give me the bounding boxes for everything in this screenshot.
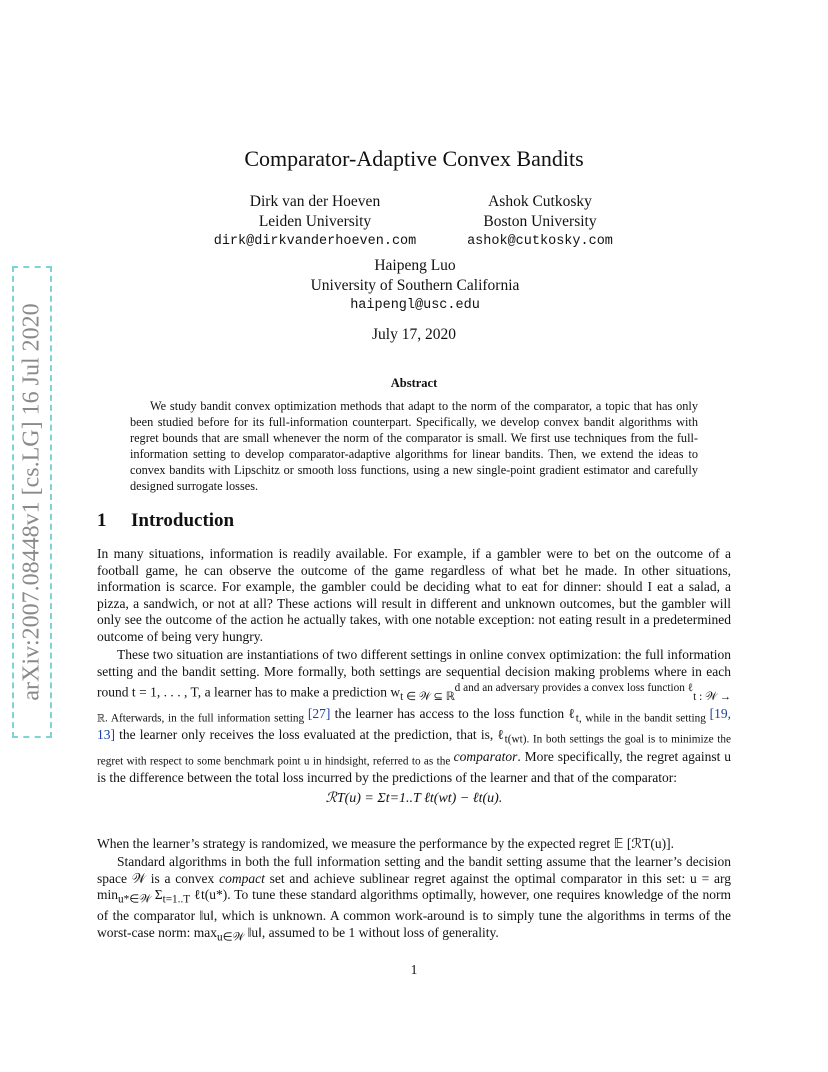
text-run: t : 𝒲 → ℝ. Afterwards, in the full information setting — [97, 691, 732, 725]
author-block-2 — [440, 192, 640, 252]
text-run: u∈𝒲 — [216, 931, 245, 944]
author-block-3 — [260, 256, 570, 316]
section-number: 1 — [97, 510, 107, 531]
author-affiliation: Boston University — [483, 213, 597, 230]
text-run: t=1..T — [162, 893, 191, 906]
author-affiliation: Leiden University — [258, 213, 372, 230]
citation-link[interactable]: [27] — [307, 705, 331, 721]
arxiv-id-text: arXiv:2007.08448v1 [cs.LG] 16 Jul 2020 — [18, 303, 45, 701]
author-email[interactable]: dirk@dirkvanderhoeven.com — [213, 234, 417, 249]
intro-paragraph-2 — [97, 647, 731, 786]
regret-formula: ℛT(u) = Σt=1..T ℓt(wt) − ℓt(u). — [325, 791, 503, 806]
text-run: set and achieve sublinear regret against the optimal comparator in this set: u = arg min — [97, 870, 731, 903]
text-run: u*∈𝒲 — [118, 893, 151, 906]
author-email[interactable]: ashok@cutkosky.com — [467, 234, 613, 249]
text-run: compact — [219, 870, 265, 886]
paper-date: July 17, 2020 — [372, 326, 456, 343]
section-heading — [97, 510, 234, 532]
text-run: the learner has access to the loss function ℓ — [330, 705, 576, 721]
text-run: t). In both settings the goal is to minimize the regret with respect to some benchmark point u in hindsight, referred to as the — [97, 733, 731, 768]
text-run: d and an adversary provides a convex loss function ℓ — [454, 682, 694, 695]
abstract-text: We study bandit convex optimization methods that adapt to the norm of the comparator, a topic that has only been studied before for its full-information counterpart. Specifically, we develop convex bandit algorithms with regret bounds that are small whenever the norm of the comparator is small. We first use techniques from the full-information setting to develop comparator-adaptive algorithms for linear bandits. Then, we extend the ideas to convex bandits with Lipschitz or smooth loss functions, using a new single-point gradient estimator and carefully designed surrogate losses. — [130, 399, 698, 493]
author-email[interactable]: haipengl@usc.edu — [350, 298, 480, 313]
citation-link[interactable]: [19, 13] — [97, 705, 732, 743]
text-run: These two situation are instantiations of two different settings in online convex optimization: the full information setting and the bandit setting. More formally, both settings are sequential decision making problems where in each round t = 1, . . . , T, a learner has to make a prediction w — [97, 647, 731, 700]
text-run: comparator — [453, 748, 518, 764]
intro-paragraph-1: In many situations, information is readily available. For example, if a gambler were to bet on the outcome of a football game, he can observe the outcome of the game regardless of what bet he made. In other situations, information is scarce. For example, the gambler could be deciding what to eat for dinner: should I eat a salad, a pizza, a sandwich, or not at all? These actions will result in different and unknown outcomes, but the gambler will only see the outcome of the action he actually takes, with one notable exception: not eating result in a predetermined outcome of being very hungry. — [97, 546, 731, 644]
paper-title: Comparator-Adaptive Convex Bandits — [244, 146, 584, 171]
text-run: . More specifically, the regret against u is the difference between the total loss incurred by the predictions of the learner and that of the comparator: — [97, 748, 731, 785]
page-number: 1 — [410, 962, 418, 977]
text-run: Standard algorithms in both the full information setting and the bandit setting assume that the learner’s decision space 𝒲 is a convex — [97, 854, 731, 886]
author-name: Ashok Cutkosky — [488, 193, 592, 210]
section-title: Introduction — [131, 510, 235, 531]
text-run: ℓt(u*). To tune these standard algorithms optimally, however, one requires knowledge of the norm of the comparator ‖u‖, which is unknown. A common work-around is to simply tune the algorithms in terms of the worst-case norm: max — [97, 887, 731, 941]
text-run: t(w — [504, 733, 520, 746]
text-run: t ∈ 𝒲 ⊆ ℝ — [400, 691, 455, 704]
text-run: the learner only receives the loss evaluated at the prediction, that is, ℓ — [115, 727, 505, 743]
text-run: t, while in the bandit setting — [575, 712, 710, 725]
text-run: Σ — [150, 887, 163, 903]
author-affiliation: University of Southern California — [310, 277, 520, 294]
abstract-heading: Abstract — [390, 376, 438, 390]
text-run: ‖u‖, assumed to be 1 without loss of generality. — [244, 925, 499, 941]
author-name: Dirk van der Hoeven — [249, 193, 381, 210]
intro-paragraph-3: When the learner’s strategy is randomized, we measure the performance by the expected regret 𝔼 [ℛT(u)]. — [97, 836, 674, 851]
intro-paragraph-4 — [97, 854, 731, 946]
author-block-1 — [205, 192, 425, 252]
author-name: Haipeng Luo — [374, 257, 456, 274]
